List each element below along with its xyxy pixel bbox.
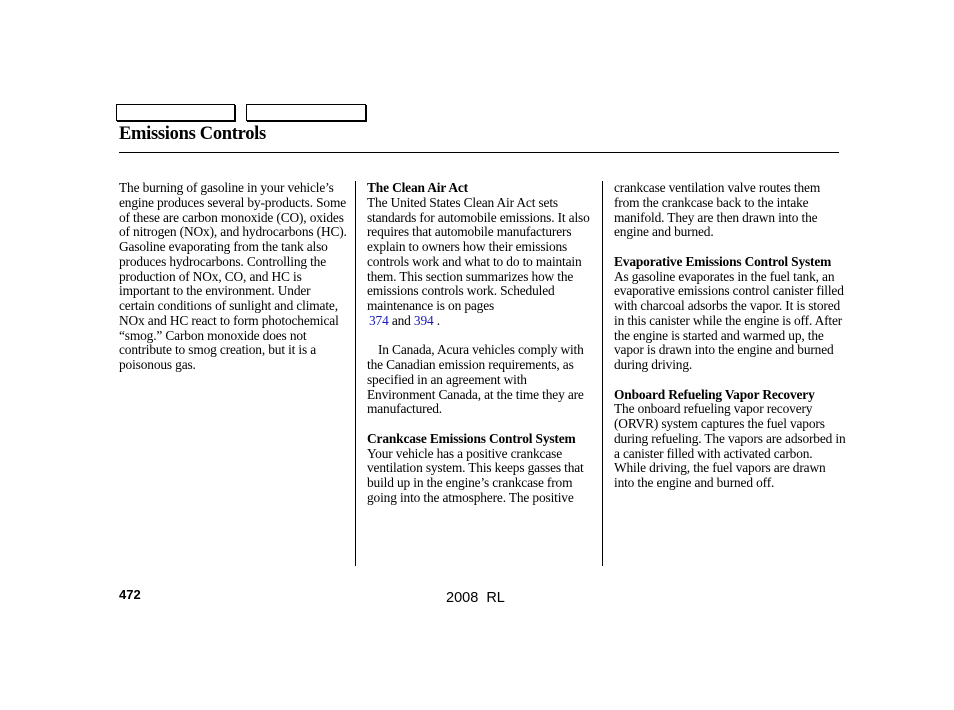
intro-paragraph: The burning of gasoline in your vehicle’s engine produces several by-products. Some of these are carbon monoxide (CO), oxides of nitrogen (NOx), and hydrocarbons (HC). Gasoline evaporating from the tank also produces hydrocarbons. Controlling the production of NOx, CO, and HC is important to the environment. Under certain conditions of sunlight and climate, NOx and HC react to form photochemical “smog.” Carbon monoxide does not contribute to smog creation, but it is a poisonous gas. (119, 180, 347, 372)
nav-button-main-menu[interactable] (116, 104, 235, 121)
orvr-heading: Onboard Refueling Vapor Recovery (614, 386, 815, 402)
evaporative-heading: Evaporative Emissions Control System (614, 253, 832, 269)
period-text: . (433, 312, 440, 328)
page-ref-394-link[interactable]: 394 (413, 312, 434, 328)
column-3 (602, 181, 847, 566)
crankcase-heading: Crankcase Emissions Control System (367, 430, 576, 446)
crankcase-paragraph: Your vehicle has a positive crankcase ventilation system. This keeps gasses that build up in the engine’s crankcase from going into the atmosphere. The positive (367, 445, 584, 505)
nav-button-index[interactable] (246, 104, 366, 121)
page-ref-374-link[interactable]: 374 (369, 312, 389, 328)
crankcase-continued-paragraph: crankcase ventilation valve routes them from the crankcase back to the intake manifold. They are then drawn into the engine and burned. (614, 180, 821, 240)
and-text: and (388, 312, 414, 328)
page-title: Emissions Controls (119, 124, 266, 144)
clean-air-act-text: The United States Clean Air Act sets standards for automobile emissions. It also requires that automobile manufacturers explain to owners how their emissions controls work and what to do to maintain them. This section summarizes how the emissions controls work. Scheduled maintenance is on pages (367, 194, 590, 313)
clean-air-act-heading: The Clean Air Act (367, 180, 468, 195)
clean-air-act-paragraph (367, 196, 595, 329)
footer-model-label: 2008 RL (446, 590, 505, 606)
orvr-paragraph: The onboard refueling vapor recovery (ORVR) system captures the fuel vapors during refueling. The vapors are adsorbed in a canister filled with activated carbon. While driving, the fuel vapors are drawn into the engine and burned off. (614, 401, 846, 490)
title-divider (119, 152, 839, 153)
canada-paragraph: In Canada, Acura vehicles comply with the Canadian emission requirements, as specified in an agreement with Environment Canada, at the time they are manufactured. (367, 342, 584, 417)
evaporative-paragraph: As gasoline evaporates in the fuel tank, an evaporative emissions control canister filled with charcoal adsorbs the vapor. It is stored in this canister while the engine is off. After the engine is started and warmed up, the vapor is drawn into the engine and burned during driving. (614, 268, 844, 372)
column-2 (355, 181, 595, 566)
page-number: 472 (119, 587, 141, 602)
column-1 (119, 181, 349, 373)
